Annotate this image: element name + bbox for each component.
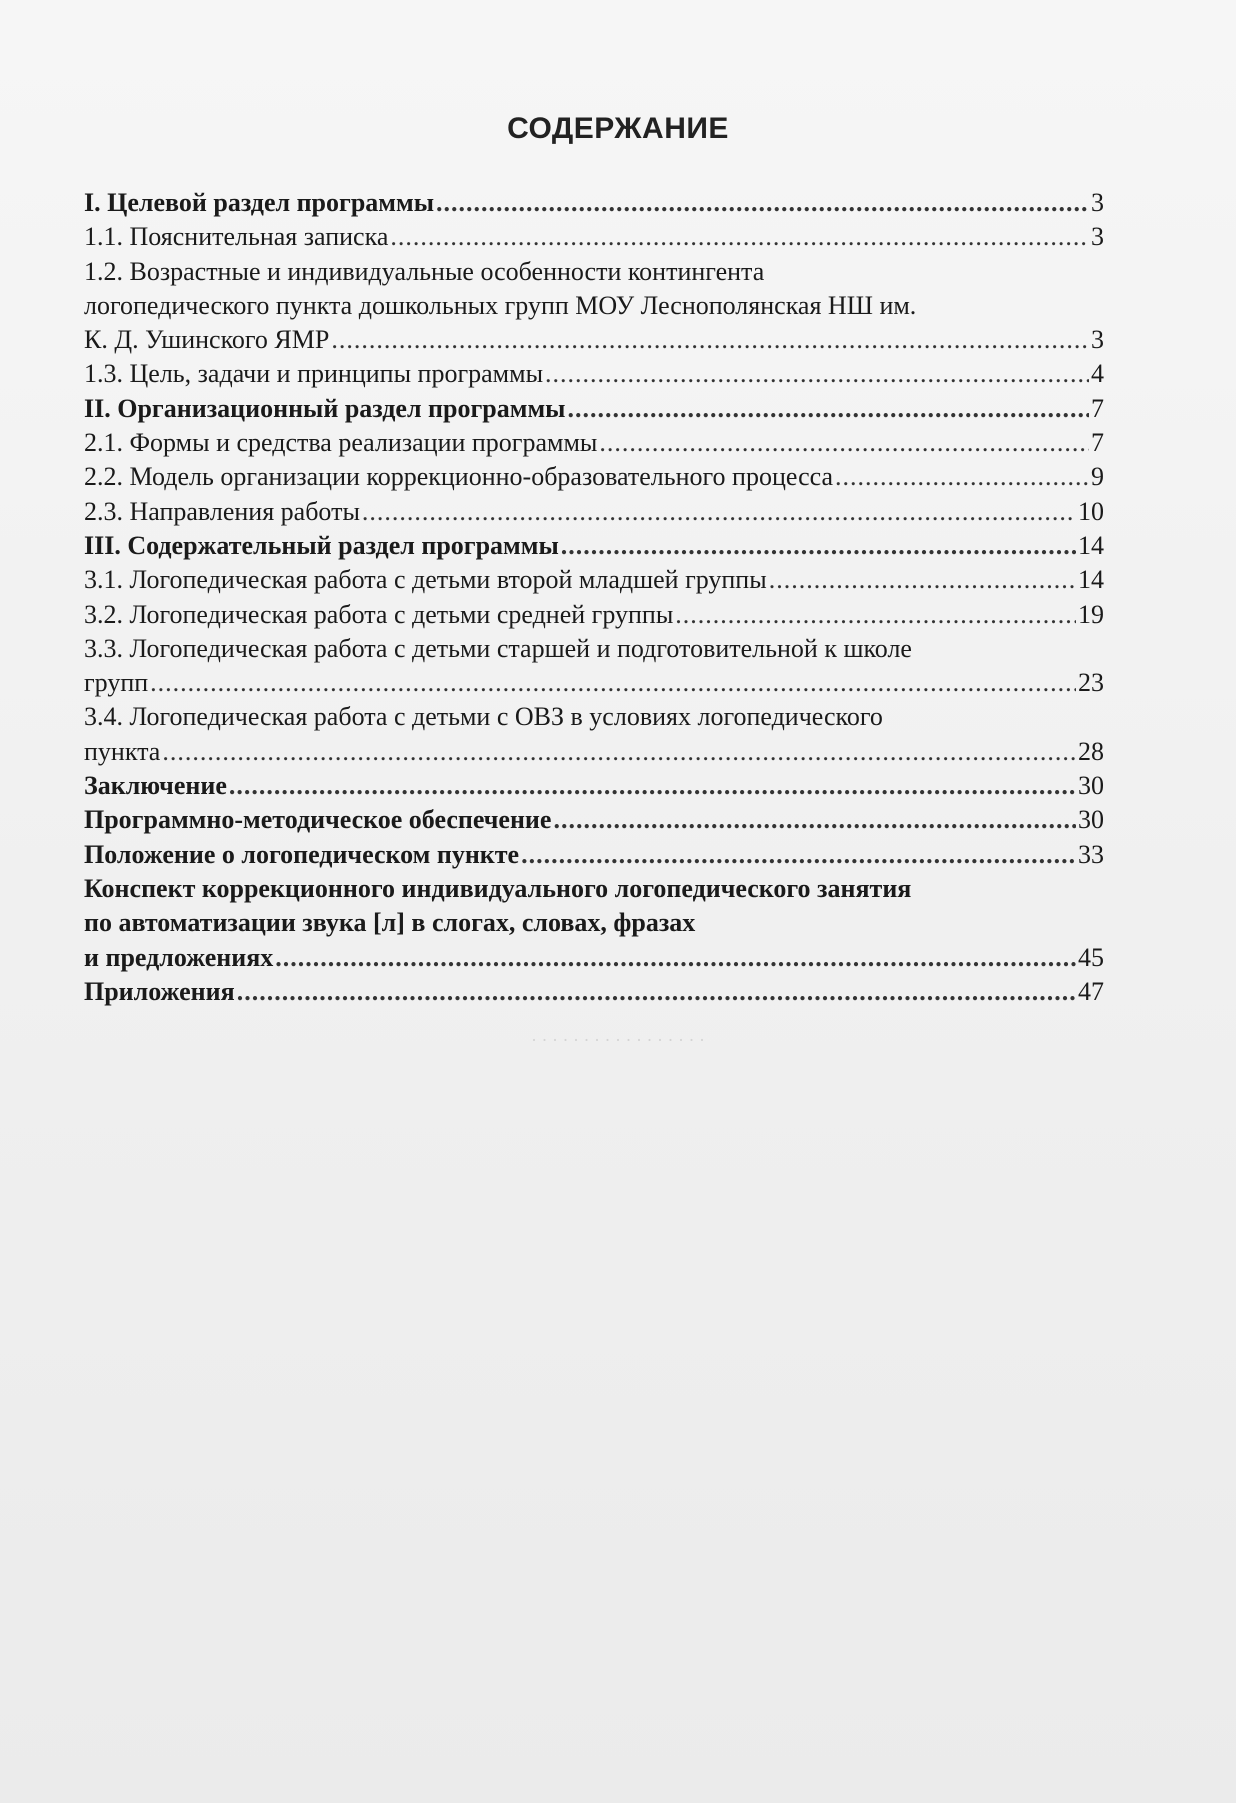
toc-entry — [84, 632, 1104, 701]
dot-leader — [769, 563, 1076, 597]
toc-entry — [84, 700, 1104, 769]
toc-page-number: 23 — [1078, 668, 1104, 698]
dot-leader — [599, 426, 1089, 460]
toc-page-number: 30 — [1078, 805, 1104, 835]
dot-leader — [229, 769, 1076, 803]
toc-row — [84, 563, 1104, 597]
toc-row — [84, 495, 1104, 529]
toc-entry-title: III. Содержательный раздел программы — [84, 530, 559, 560]
toc-entry-title: 2.1. Формы и средства реализации программы — [84, 428, 598, 458]
toc-entry-title: Программно-методическое обеспечение — [84, 805, 552, 835]
toc-entry — [84, 357, 1104, 391]
toc-entry-title: II. Организационный раздел программы — [84, 393, 566, 423]
dot-leader — [521, 838, 1076, 872]
toc-row — [84, 803, 1104, 837]
toc-row — [84, 460, 1104, 494]
toc-page-number: 47 — [1078, 976, 1104, 1006]
toc-entry-title: 2.2. Модель организации коррекционно-образовательного процесса — [84, 462, 834, 492]
dot-leader — [275, 941, 1076, 975]
dot-leader — [237, 975, 1076, 1009]
dot-leader — [567, 392, 1089, 426]
toc-page-number: 3 — [1091, 188, 1104, 217]
toc-page-number: 4 — [1091, 359, 1104, 389]
toc-entry — [84, 220, 1104, 254]
toc-entry — [84, 392, 1104, 426]
toc-entry — [84, 563, 1104, 597]
toc-row — [84, 357, 1104, 391]
toc-row — [84, 975, 1104, 1009]
toc-entry-line: логопедического пункта дошкольных групп МОУ Леснополянская НШ им. — [84, 290, 917, 320]
toc-entry-title: 1.3. Цель, задачи и принципы программы — [84, 359, 544, 389]
dot-leader — [162, 735, 1076, 769]
toc-entry — [84, 529, 1104, 563]
toc-row — [84, 186, 1104, 220]
toc-page-number: 28 — [1078, 736, 1104, 766]
toc-page-number: 30 — [1078, 771, 1104, 801]
toc-entry-line: по автоматизации звука [л] в слогах, словах, фразах — [84, 908, 696, 938]
toc-page-number: 14 — [1078, 530, 1104, 560]
bleed-through-text: · · · · · · · · · · · · · · · · · — [531, 1030, 705, 1050]
toc-entry — [84, 460, 1104, 494]
toc-row — [84, 529, 1104, 563]
toc-entry-title: и предложениях — [84, 942, 274, 972]
toc-entry — [84, 769, 1104, 803]
toc-page-number: 3 — [1091, 222, 1104, 252]
table-of-contents — [84, 186, 1104, 1009]
toc-entry — [84, 838, 1104, 872]
toc-row — [84, 426, 1104, 460]
toc-page-number: 7 — [1091, 393, 1104, 423]
dot-leader — [362, 495, 1076, 529]
toc-entry-line: 3.3. Логопедическая работа с детьми старшей и подготовительной к школе — [84, 633, 912, 663]
toc-row — [84, 735, 1104, 769]
toc-entry-title: Приложения — [84, 976, 235, 1006]
toc-entry-title: 3.2. Логопедическая работа с детьми средней группы — [84, 599, 674, 629]
toc-page-number: 45 — [1078, 942, 1104, 972]
toc-entry-title: 3.1. Логопедическая работа с детьми второй младшей группы — [84, 565, 767, 595]
dot-leader — [331, 323, 1089, 357]
toc-page-number: 3 — [1091, 325, 1104, 355]
dot-leader — [553, 803, 1076, 837]
dot-leader — [150, 666, 1076, 700]
toc-entry-title: К. Д. Ушинского ЯМР — [84, 325, 330, 355]
toc-entry-line: 1.2. Возрастные и индивидуальные особенности контингента — [84, 256, 765, 286]
dot-leader — [561, 529, 1076, 563]
toc-page-number: 14 — [1078, 565, 1104, 595]
toc-entry — [84, 975, 1104, 1009]
toc-row — [84, 392, 1104, 426]
toc-entry — [84, 426, 1104, 460]
toc-entry-line: Конспект коррекционного индивидуального логопедического занятия — [84, 873, 912, 903]
toc-entry-title: групп — [84, 668, 149, 698]
dot-leader — [835, 460, 1089, 494]
dot-leader — [545, 357, 1089, 391]
dot-leader — [390, 220, 1089, 254]
toc-row — [84, 941, 1104, 975]
toc-row — [84, 220, 1104, 254]
toc-entry-title: 2.3. Направления работы — [84, 496, 360, 526]
dot-leader — [436, 186, 1089, 220]
dot-leader — [675, 598, 1076, 632]
toc-page-number: 19 — [1078, 599, 1104, 629]
toc-entry-title: I. Целевой раздел программы — [84, 188, 434, 217]
toc-entry — [84, 186, 1104, 220]
toc-page-number: 9 — [1091, 462, 1104, 492]
toc-row — [84, 598, 1104, 632]
toc-page-number: 10 — [1078, 496, 1104, 526]
toc-entry-title: пункта — [84, 736, 161, 766]
page-title: СОДЕРЖАНИЕ — [507, 112, 729, 145]
toc-page-number: 33 — [1078, 839, 1104, 869]
toc-entry — [84, 598, 1104, 632]
toc-row — [84, 838, 1104, 872]
toc-entry-line: 3.4. Логопедическая работа с детьми с ОВЗ в условиях логопедического — [84, 702, 883, 732]
toc-entry-title: Заключение — [84, 771, 227, 801]
toc-entry — [84, 803, 1104, 837]
toc-row — [84, 323, 1104, 357]
toc-entry — [84, 872, 1104, 975]
toc-row — [84, 666, 1104, 700]
toc-entry — [84, 255, 1104, 358]
toc-entry-title: 1.1. Пояснительная записка — [84, 222, 389, 252]
toc-entry — [84, 495, 1104, 529]
toc-page-number: 7 — [1091, 428, 1104, 458]
toc-row — [84, 769, 1104, 803]
toc-entry-title: Положение о логопедическом пункте — [84, 839, 520, 869]
